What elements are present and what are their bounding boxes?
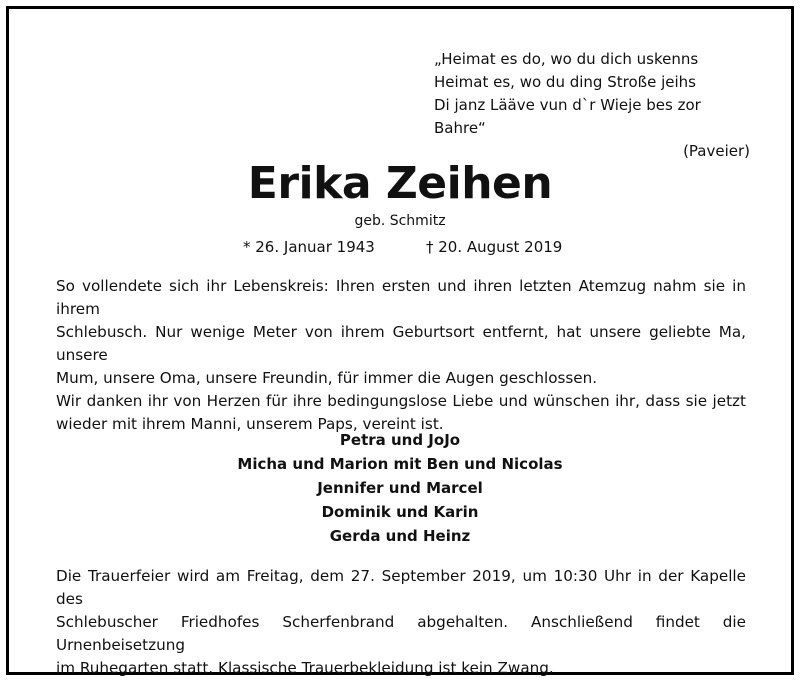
funeral-details xyxy=(56,565,746,680)
deceased-name: Erika Zeihen xyxy=(247,158,553,209)
quote-author: (Paveier) xyxy=(683,142,750,160)
message-line: Mum, unsere Oma, unsere Freundin, für immer die Augen geschlossen. xyxy=(56,369,598,387)
birth-date: * 26. Januar 1943 xyxy=(243,238,375,256)
message-line: wieder mit ihrem Manni, unserem Paps, vereint ist. xyxy=(56,415,444,433)
mourner-entry: Micha und Marion mit Ben und Nicolas xyxy=(237,455,563,473)
epigraph-quote xyxy=(434,48,754,163)
death-date: † 20. August 2019 xyxy=(426,238,563,256)
memorial-message xyxy=(56,275,746,436)
message-line: So vollendete sich ihr Lebenskreis: Ihren ersten und ihren letzten Atemzug nahm sie in ihrem xyxy=(56,277,746,318)
quote-line: Heimat es, wo du ding Stroße jeihs xyxy=(434,73,696,91)
funeral-line: Die Trauerfeier wird am Freitag, dem 27. September 2019, um 10:30 Uhr in der Kapelle des xyxy=(56,567,746,608)
mourners-list xyxy=(0,428,800,548)
funeral-line: im Ruhegarten statt. Klassische Trauerbekleidung ist kein Zwang. xyxy=(56,659,554,677)
funeral-line: Schlebuscher Friedhofes Scherfenbrand abgehalten. Anschließend findet die Urnenbeisetzung xyxy=(56,613,746,654)
quote-line: „Heimat es do, wo du dich uskenns xyxy=(434,50,699,68)
mourner-entry: Petra und JoJo xyxy=(339,431,461,449)
mourner-entry: Gerda und Heinz xyxy=(329,527,471,545)
maiden-name: geb. Schmitz xyxy=(354,213,446,229)
mourner-entry: Jennifer und Marcel xyxy=(317,479,483,497)
quote-line: Di janz Lääve vun d`r Wieje bes zor Bahre“ xyxy=(434,96,701,137)
mourner-entry: Dominik und Karin xyxy=(321,503,479,521)
message-line: Wir danken ihr von Herzen für ihre bedingungslose Liebe und wünschen ihr, dass sie jetzt xyxy=(56,392,746,410)
message-line: Schlebusch. Nur wenige Meter von ihrem Geburtsort entfernt, hat unsere geliebte Ma, unsere xyxy=(56,323,746,364)
